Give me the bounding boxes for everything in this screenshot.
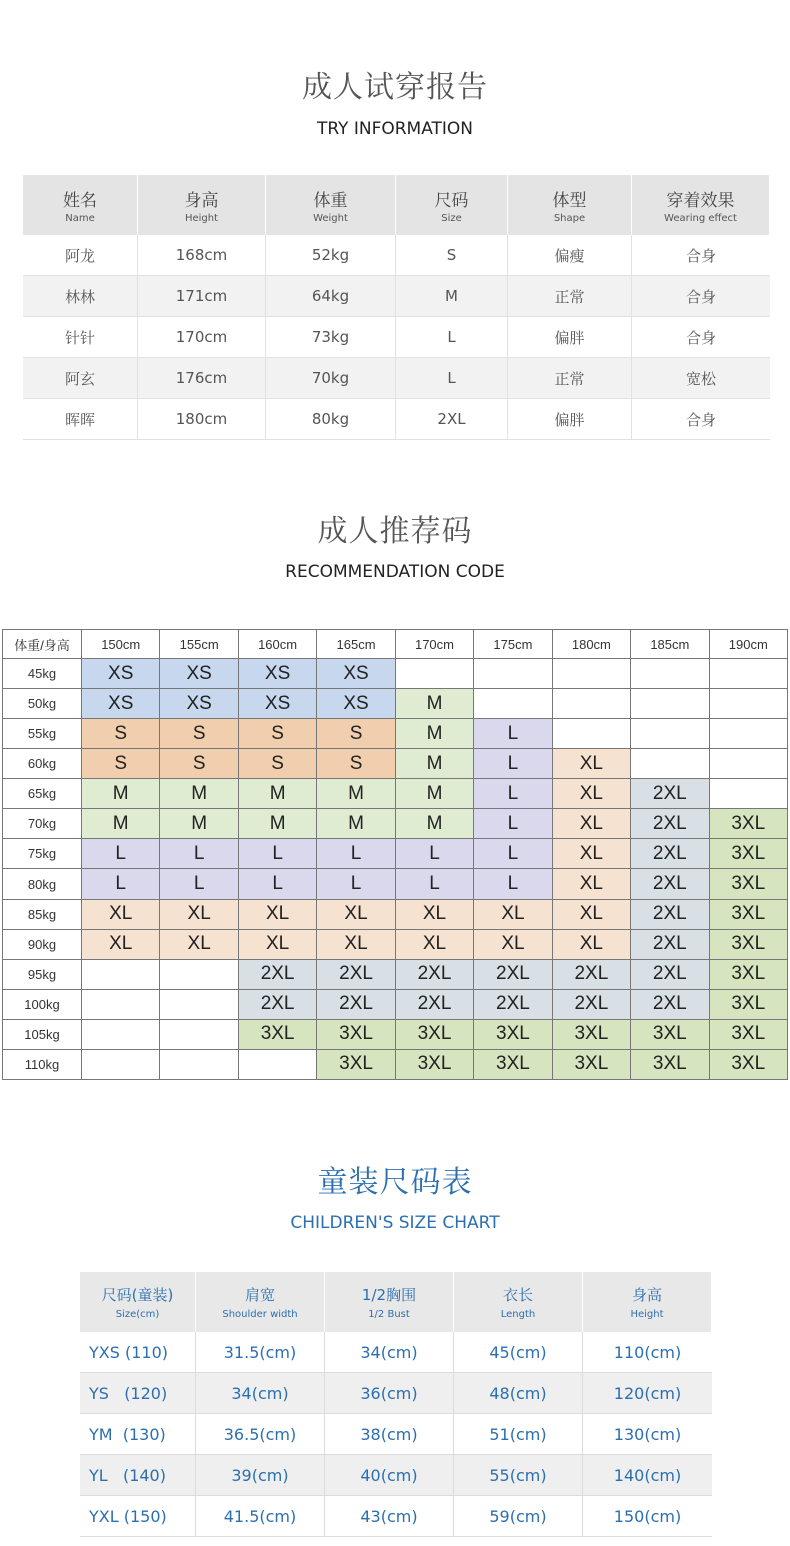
size-cell: 3XL <box>396 1020 474 1050</box>
size-cell: XL <box>82 900 160 930</box>
grid-corner-label: 体重/身高 <box>3 630 82 659</box>
size-cell: M <box>396 689 474 719</box>
size-cell: 3XL <box>239 1020 317 1050</box>
size-cell: XS <box>160 659 238 689</box>
size-cell: 2XL <box>317 960 395 990</box>
size-cell <box>553 689 631 719</box>
cell-weight: 52kg <box>266 235 396 275</box>
cell-size: YXL (150) <box>80 1496 196 1536</box>
cell-height: 120(cm) <box>613 1383 682 1403</box>
cell-half-bust: 36(cm) <box>325 1373 454 1413</box>
header-length: 衣长 Length <box>454 1272 583 1332</box>
size-cell: 2XL <box>631 839 709 869</box>
cell-shape: 正常 <box>508 358 632 398</box>
weight-header: 85kg <box>3 900 82 930</box>
size-cell: XS <box>82 689 160 719</box>
try-information-table <box>23 175 770 440</box>
cell-shape: 偏瘦 <box>508 235 632 275</box>
children-size-table <box>80 1272 712 1537</box>
try-info-title-cn: 成人试穿报告 <box>302 70 488 105</box>
size-cell: 2XL <box>396 990 474 1020</box>
size-cell: 3XL <box>710 839 788 869</box>
recommendation-title-en: RECOMMENDATION CODE <box>285 562 505 582</box>
size-cell: S <box>160 749 238 779</box>
size-cell: XS <box>239 659 317 689</box>
size-cell: 2XL <box>631 779 709 809</box>
size-cell: XL <box>553 869 631 899</box>
size-cell: L <box>82 869 160 899</box>
size-cell: L <box>317 869 395 899</box>
size-cell: XL <box>239 930 317 960</box>
cell-shoulder-width: 39(cm) <box>196 1455 325 1495</box>
size-recommendation-grid <box>2 629 788 1080</box>
size-cell: 3XL <box>317 1020 395 1050</box>
cell-shape: 正常 <box>508 276 632 316</box>
size-cell: L <box>474 719 552 749</box>
size-cell <box>82 1050 160 1080</box>
header-height: 身高 Height <box>138 175 266 235</box>
size-cell: M <box>396 809 474 839</box>
cell-weight: 73kg <box>266 317 396 357</box>
size-cell <box>631 749 709 779</box>
weight-header: 95kg <box>3 960 82 990</box>
height-header: 180cm <box>553 630 631 659</box>
size-cell: XL <box>160 900 238 930</box>
size-cell <box>710 719 788 749</box>
table-row <box>23 235 770 276</box>
table-row <box>23 276 770 317</box>
size-cell: 2XL <box>396 960 474 990</box>
size-cell: L <box>396 869 474 899</box>
size-cell: 2XL <box>553 990 631 1020</box>
size-cell: XL <box>553 839 631 869</box>
size-cell: 2XL <box>474 960 552 990</box>
size-cell: 2XL <box>631 990 709 1020</box>
cell-wearing-effect: 宽松 <box>685 369 716 388</box>
table-row <box>23 358 770 399</box>
cell-half-bust: 40(cm) <box>325 1455 454 1495</box>
cell-weight: 80kg <box>266 399 396 439</box>
size-cell: M <box>160 809 238 839</box>
size-cell <box>160 1020 238 1050</box>
cell-size: L <box>396 358 508 398</box>
cell-name: 阿龙 <box>23 235 138 275</box>
cell-name: 林林 <box>23 276 138 316</box>
size-cell: 2XL <box>631 930 709 960</box>
size-cell <box>710 659 788 689</box>
size-cell: S <box>317 749 395 779</box>
height-header: 160cm <box>239 630 317 659</box>
cell-size: 2XL <box>396 399 508 439</box>
size-cell: XL <box>553 900 631 930</box>
weight-header: 60kg <box>3 749 82 779</box>
size-cell <box>631 659 709 689</box>
cell-shoulder-width: 31.5(cm) <box>196 1332 325 1372</box>
size-cell: M <box>396 749 474 779</box>
size-cell <box>553 659 631 689</box>
size-cell: 2XL <box>631 869 709 899</box>
size-cell <box>82 960 160 990</box>
height-header: 170cm <box>396 630 474 659</box>
size-cell: L <box>160 839 238 869</box>
size-cell <box>710 749 788 779</box>
size-cell: XL <box>160 930 238 960</box>
weight-header: 90kg <box>3 930 82 960</box>
size-cell: XL <box>553 809 631 839</box>
size-cell: 3XL <box>710 1020 788 1050</box>
size-cell: 2XL <box>631 809 709 839</box>
size-cell <box>553 719 631 749</box>
size-cell <box>474 659 552 689</box>
cell-length: 51(cm) <box>454 1414 583 1454</box>
size-cell: L <box>317 839 395 869</box>
size-cell: S <box>82 749 160 779</box>
size-cell <box>160 960 238 990</box>
size-cell: M <box>396 779 474 809</box>
size-cell: M <box>396 719 474 749</box>
size-cell <box>160 990 238 1020</box>
size-cell: L <box>474 839 552 869</box>
height-header: 150cm <box>82 630 160 659</box>
table-row <box>80 1414 712 1455</box>
cell-shoulder-width: 41.5(cm) <box>196 1496 325 1536</box>
height-header: 185cm <box>631 630 709 659</box>
size-cell: L <box>474 869 552 899</box>
size-cell <box>710 779 788 809</box>
cell-size: YXS (110) <box>80 1332 196 1372</box>
cell-height: 180cm <box>138 399 266 439</box>
size-cell: 3XL <box>396 1050 474 1080</box>
size-cell: 3XL <box>710 960 788 990</box>
size-cell: S <box>82 719 160 749</box>
size-cell: S <box>160 719 238 749</box>
cell-height: 170cm <box>138 317 266 357</box>
weight-header: 65kg <box>3 779 82 809</box>
header-half-bust: 1/2胸围 1/2 Bust <box>325 1272 454 1332</box>
weight-header: 105kg <box>3 1020 82 1050</box>
weight-header: 75kg <box>3 839 82 869</box>
size-cell: 2XL <box>317 990 395 1020</box>
cell-shape: 偏胖 <box>508 317 632 357</box>
size-cell: M <box>82 779 160 809</box>
size-cell: 3XL <box>710 1050 788 1080</box>
height-header: 175cm <box>474 630 552 659</box>
size-cell: XL <box>317 930 395 960</box>
size-cell: L <box>239 839 317 869</box>
cell-half-bust: 43(cm) <box>325 1496 454 1536</box>
size-cell <box>631 689 709 719</box>
size-cell: 3XL <box>553 1020 631 1050</box>
weight-header: 80kg <box>3 869 82 899</box>
size-cell: L <box>160 869 238 899</box>
size-cell: 2XL <box>239 990 317 1020</box>
cell-height: 110(cm) <box>613 1342 682 1362</box>
cell-shoulder-width: 36.5(cm) <box>196 1414 325 1454</box>
size-cell: L <box>239 869 317 899</box>
cell-height: 168cm <box>138 235 266 275</box>
cell-half-bust: 34(cm) <box>325 1332 454 1372</box>
height-header: 165cm <box>317 630 395 659</box>
size-cell <box>631 719 709 749</box>
cell-height: 176cm <box>138 358 266 398</box>
weight-header: 55kg <box>3 719 82 749</box>
header-shape: 体型 Shape <box>508 175 632 235</box>
cell-wearing-effect: 合身 <box>685 328 716 347</box>
size-cell: L <box>474 749 552 779</box>
table-row <box>80 1455 712 1496</box>
size-cell: M <box>239 809 317 839</box>
cell-half-bust: 38(cm) <box>325 1414 454 1454</box>
size-cell <box>710 689 788 719</box>
size-cell: XL <box>553 749 631 779</box>
cell-size: YM (130) <box>80 1414 196 1454</box>
size-cell: 2XL <box>553 960 631 990</box>
size-cell: 3XL <box>631 1020 709 1050</box>
size-cell <box>160 1050 238 1080</box>
size-cell: S <box>239 749 317 779</box>
size-cell: 3XL <box>474 1050 552 1080</box>
cell-size: S <box>396 235 508 275</box>
try-info-title-en: TRY INFORMATION <box>316 119 474 139</box>
size-cell: M <box>317 779 395 809</box>
cell-wearing-effect: 合身 <box>685 410 716 429</box>
size-cell: XS <box>160 689 238 719</box>
cell-name: 晖晖 <box>23 399 138 439</box>
size-cell: XS <box>317 689 395 719</box>
header-size: 尺码 Size <box>396 175 508 235</box>
cell-name: 阿玄 <box>23 358 138 398</box>
cell-height: 140(cm) <box>613 1465 682 1485</box>
children-chart-title-en: CHILDREN'S SIZE CHART <box>290 1213 500 1233</box>
size-cell: 3XL <box>710 900 788 930</box>
weight-header: 110kg <box>3 1050 82 1080</box>
size-cell: M <box>160 779 238 809</box>
table-row <box>80 1373 712 1414</box>
size-cell: M <box>239 779 317 809</box>
size-cell: XS <box>317 659 395 689</box>
size-cell <box>396 659 474 689</box>
cell-size: M <box>396 276 508 316</box>
weight-header: 50kg <box>3 689 82 719</box>
size-cell: XS <box>239 689 317 719</box>
table-row <box>80 1496 712 1537</box>
size-cell: 3XL <box>631 1050 709 1080</box>
children-chart-title-cn: 童装尺码表 <box>317 1165 473 1200</box>
size-cell: 3XL <box>710 930 788 960</box>
cell-name: 针针 <box>23 317 138 357</box>
size-cell: 2XL <box>631 900 709 930</box>
cell-length: 48(cm) <box>454 1373 583 1413</box>
size-cell: 3XL <box>317 1050 395 1080</box>
size-cell: L <box>82 839 160 869</box>
height-header: 155cm <box>160 630 238 659</box>
size-cell: 2XL <box>239 960 317 990</box>
cell-length: 59(cm) <box>454 1496 583 1536</box>
size-cell: S <box>239 719 317 749</box>
size-cell: L <box>396 839 474 869</box>
cell-size: YS (120) <box>80 1373 196 1413</box>
size-cell: 2XL <box>474 990 552 1020</box>
cell-size: L <box>396 317 508 357</box>
size-cell: XL <box>239 900 317 930</box>
size-cell: XL <box>474 900 552 930</box>
weight-header: 70kg <box>3 809 82 839</box>
cell-size: YL (140) <box>80 1455 196 1495</box>
size-cell: L <box>474 809 552 839</box>
size-cell: XS <box>82 659 160 689</box>
header-weight: 体重 Weight <box>266 175 396 235</box>
cell-length: 55(cm) <box>454 1455 583 1495</box>
size-cell: S <box>317 719 395 749</box>
size-cell <box>82 1020 160 1050</box>
size-cell: 3XL <box>710 809 788 839</box>
cell-wearing-effect: 合身 <box>685 287 716 306</box>
recommendation-title-cn: 成人推荐码 <box>317 514 473 549</box>
header-shoulder-width: 肩宽 Shoulder width <box>196 1272 325 1332</box>
table-row <box>23 317 770 358</box>
size-cell: 3XL <box>710 869 788 899</box>
cell-shoulder-width: 34(cm) <box>196 1373 325 1413</box>
size-cell <box>239 1050 317 1080</box>
cell-height: 171cm <box>138 276 266 316</box>
cell-height: 130(cm) <box>613 1424 682 1444</box>
size-cell: 3XL <box>710 990 788 1020</box>
weight-header: 100kg <box>3 990 82 1020</box>
size-cell: L <box>474 779 552 809</box>
size-cell: M <box>82 809 160 839</box>
cell-weight: 64kg <box>266 276 396 316</box>
height-header: 190cm <box>710 630 788 659</box>
header-size: 尺码(童装) Size(cm) <box>80 1272 196 1332</box>
cell-shape: 偏胖 <box>508 399 632 439</box>
cell-weight: 70kg <box>266 358 396 398</box>
table-row <box>80 1332 712 1373</box>
header-wearing-effect: 穿着效果 Wearing effect <box>632 175 770 235</box>
cell-wearing-effect: 合身 <box>685 246 716 265</box>
size-cell <box>82 990 160 1020</box>
size-cell: XL <box>396 930 474 960</box>
weight-header: 45kg <box>3 659 82 689</box>
size-cell: XL <box>396 900 474 930</box>
size-cell <box>474 689 552 719</box>
size-cell: 3XL <box>474 1020 552 1050</box>
table-header <box>23 175 770 235</box>
size-cell: 3XL <box>553 1050 631 1080</box>
cell-length: 45(cm) <box>454 1332 583 1372</box>
size-cell: XL <box>474 930 552 960</box>
size-cell: XL <box>317 900 395 930</box>
size-cell: 2XL <box>631 960 709 990</box>
header-name: 姓名 Name <box>23 175 138 235</box>
size-cell: XL <box>82 930 160 960</box>
size-cell: XL <box>553 930 631 960</box>
size-cell: M <box>317 809 395 839</box>
header-height: 身高 Height <box>583 1272 712 1332</box>
table-row <box>23 399 770 440</box>
cell-height: 150(cm) <box>613 1506 682 1526</box>
size-cell: XL <box>553 779 631 809</box>
table-header <box>80 1272 712 1332</box>
